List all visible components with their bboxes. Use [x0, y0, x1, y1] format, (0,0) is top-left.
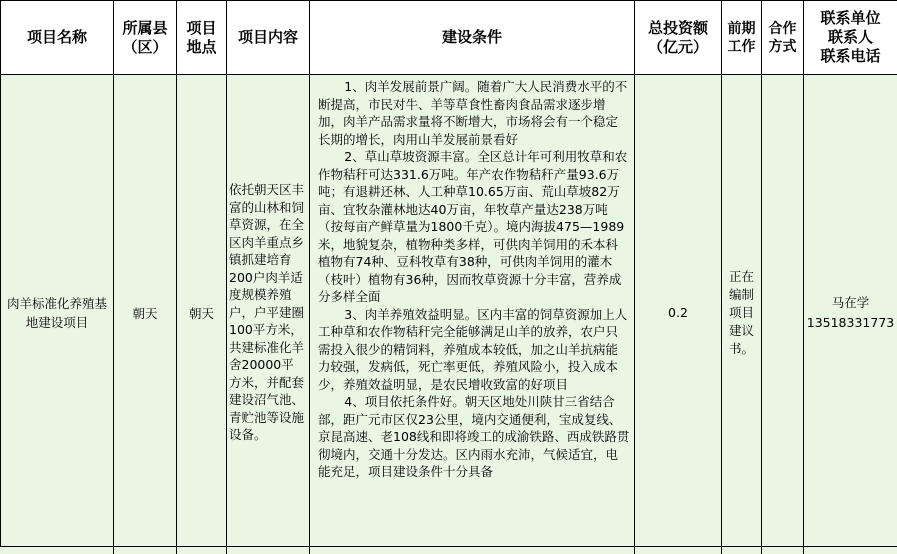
cell-project-name: 肉羊标准化养殖基地建设项目	[1, 75, 114, 551]
header-county-line2: （区）	[114, 38, 176, 57]
cell-coop	[762, 75, 804, 551]
project-row	[1, 75, 897, 551]
condition-paragraph: 4、项目依托条件好。朝天区地处川陕甘三省结合部，距广元市区仅23公里，境内交通便利，宝成复线、京昆高速、老108线和即将竣工的成渝铁路、西成铁路贯彻境内，交通十分发达。区内雨水充沛，气候适宜，电能充足，项目建设条件十分具备	[318, 393, 630, 481]
cell-county: 朝天	[114, 75, 177, 551]
header-location-line2: 地点	[177, 38, 226, 57]
header-content: 项目内容	[227, 1, 310, 75]
header-investment-line1: 总投资额	[635, 19, 721, 38]
cell-contact	[804, 75, 897, 551]
cell-prelim: 正在编制项目建议书。	[722, 75, 762, 551]
condition-paragraph: 3、肉羊养殖效益明显。区内丰富的饲草资源加上人工种草和农作物秸秆完全能够满足山羊的放养，农户只需投入很少的精饲料，养殖成本较低，加之山羊抗病能力较强，发病低，死亡率更低，养殖风险小，投入成本少，养殖效益明显，是农民增收致富的好项目	[318, 306, 630, 394]
header-location-line1: 项目	[177, 19, 226, 38]
header-coop-line2: 方式	[762, 38, 803, 56]
header-contact	[804, 1, 897, 75]
header-investment-line2: （亿元）	[635, 38, 721, 57]
condition-paragraph: 2、草山草坡资源丰富。全区总计年可利用牧草和农作物秸秆可达331.6万吨。年产农作物秸秆产量93.6万吨；有退耕还林、人工种草10.65万亩、荒山草坡82万亩、宜牧杂灌林地达40万亩，年牧草产量达238万吨（按每亩产鲜草量为1800千克）。境内海拔475—1989米，地貌复杂，植物种类多样，可供肉羊饲用的禾本科植物有74种、豆科牧草有38种，可供肉羊饲用的灌木（枝叶）植物有36种，因而牧草资源十分丰富，营养成分多样全面	[318, 148, 630, 306]
header-prelim-line1: 前期	[722, 20, 761, 38]
header-prelim	[722, 1, 762, 75]
contact-phone: 13518331773	[804, 313, 897, 333]
cell-investment: 0.2	[635, 75, 722, 551]
header-coop-line1: 合作	[762, 20, 803, 38]
header-contact-line1: 联系单位	[804, 9, 897, 28]
header-coop	[762, 1, 804, 75]
header-county-line1: 所属县	[114, 19, 176, 38]
header-conditions: 建设条件	[310, 1, 635, 75]
header-prelim-line2: 工作	[722, 38, 761, 56]
header-investment	[635, 1, 722, 75]
contact-person: 马在学	[804, 293, 897, 313]
header-location	[177, 1, 227, 75]
cell-conditions	[310, 75, 635, 551]
header-contact-line3: 联系电话	[804, 47, 897, 66]
condition-paragraph: 1、肉羊发展前景广阔。随着广大人民消费水平的不断提高，市民对牛、羊等草食性畜肉食品需求逐步增加，肉羊产品需求量将不断增大，市场将会有一个稳定长期的增长，肉用山羊发展前景看好	[318, 78, 630, 148]
cell-location: 朝天	[177, 75, 227, 551]
header-contact-line2: 联系人	[804, 28, 897, 47]
cell-content: 依托朝天区丰富的山林和饲草资源，在全区肉羊重点乡镇抓建培育200户肉羊适度规模养殖户，户平建圈100平方米，共建标准化羊舍20000平方米，并配套建设沼气池、青贮池等设施设备。	[227, 75, 310, 551]
header-row	[1, 1, 897, 75]
header-county	[114, 1, 177, 75]
header-project-name: 项目名称	[1, 1, 114, 75]
